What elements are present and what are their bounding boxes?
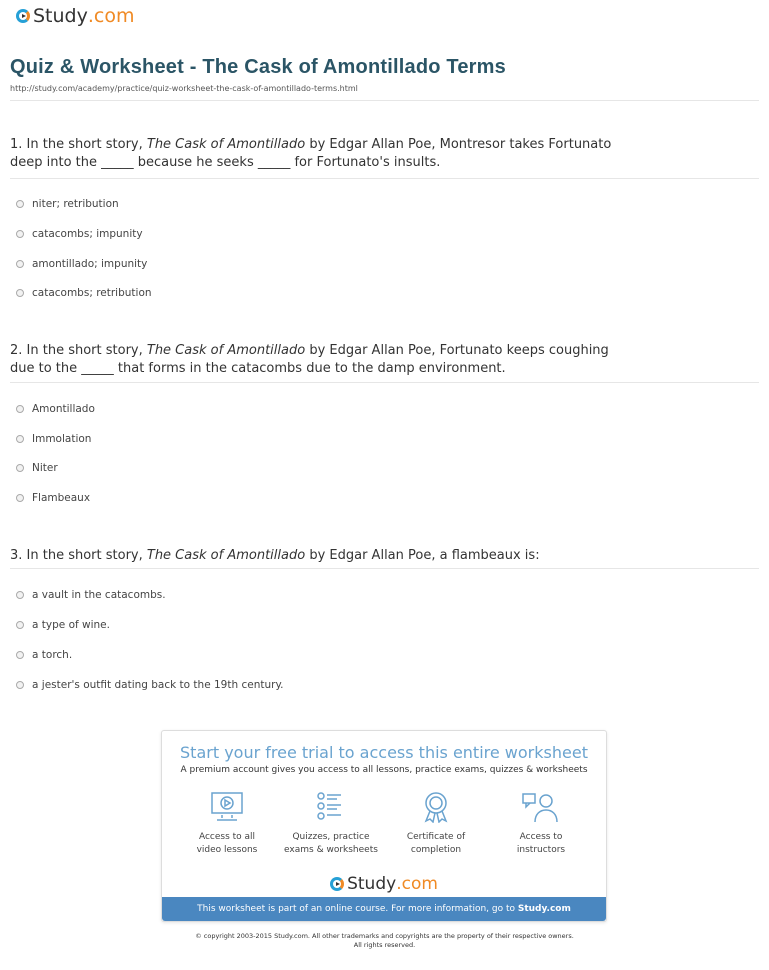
page-url: http://study.com/academy/practice/quiz-worksheet-the-cask-of-amontillado-terms.html — [10, 84, 358, 93]
radio-button[interactable] — [16, 681, 24, 689]
answer-option[interactable] — [16, 403, 95, 415]
question-2: 2. In the short story, The Cask of Amontillado by Edgar Allan Poe, Fortunato keeps coughing due to the _____ that forms in the catacombs due to the damp environment. — [10, 343, 609, 376]
study-logo[interactable] — [16, 5, 134, 27]
answer-label: Immolation — [32, 433, 92, 445]
radio-button[interactable] — [16, 651, 24, 659]
study-link[interactable]: Study.com — [517, 904, 571, 914]
answer-option[interactable] — [16, 258, 147, 270]
promo-subheading: A premium account gives you access to all lessons, practice exams, quizzes & worksheets — [180, 765, 588, 775]
answer-label: a torch. — [32, 649, 73, 661]
answer-option[interactable] — [16, 589, 166, 601]
play-icon — [330, 877, 344, 891]
radio-button[interactable] — [16, 289, 24, 297]
answer-option[interactable] — [16, 198, 119, 210]
question-1: 1. In the short story, The Cask of Amontillado by Edgar Allan Poe, Montresor takes Fortunato deep into the _____ because he seeks _____ for Fortunato's insults. — [10, 137, 612, 170]
copyright: © copyright 2003-2015 Study.com. All other trademarks and copyrights are the property of their respective owners. All rights reserved. — [195, 932, 574, 949]
divider — [10, 568, 759, 569]
answer-label: a type of wine. — [32, 619, 110, 631]
page-title: Quiz & Worksheet - The Cask of Amontillado Terms — [10, 56, 506, 78]
play-icon — [16, 9, 30, 23]
answer-option[interactable] — [16, 462, 58, 474]
feature-certificate: Certificate of completion — [386, 791, 486, 857]
feature-instructors: Access to instructors — [491, 791, 591, 857]
answer-option[interactable] — [16, 433, 91, 445]
divider — [10, 178, 759, 179]
answer-label: Amontillado — [32, 403, 95, 415]
answer-label: niter; retribution — [32, 198, 119, 210]
certificate-icon — [419, 791, 453, 823]
promo-box — [161, 730, 607, 922]
divider — [10, 100, 759, 101]
radio-button[interactable] — [16, 591, 24, 599]
radio-button[interactable] — [16, 494, 24, 502]
promo-heading: Start your free trial to access this entire worksheet — [180, 743, 588, 762]
divider — [10, 382, 759, 383]
promo-bar: This worksheet is part of an online course. For more information, go to Study.com — [162, 897, 606, 921]
answer-option[interactable] — [16, 492, 90, 504]
instructor-icon — [521, 791, 561, 823]
answer-label: a vault in the catacombs. — [32, 589, 166, 601]
radio-button[interactable] — [16, 260, 24, 268]
radio-button[interactable] — [16, 230, 24, 238]
logo-text: Study — [33, 5, 88, 27]
answer-label: catacombs; retribution — [32, 287, 152, 299]
video-lesson-icon — [210, 791, 244, 823]
radio-button[interactable] — [16, 464, 24, 472]
answer-label: amontillado; impunity — [32, 258, 148, 270]
feature-video: Access to all video lessons — [177, 791, 277, 857]
feature-quizzes: Quizzes, practice exams & worksheets — [281, 791, 381, 857]
radio-button[interactable] — [16, 200, 24, 208]
answer-label: a jester's outfit dating back to the 19th century. — [32, 679, 284, 691]
answer-option[interactable] — [16, 649, 72, 661]
question-3: 3. In the short story, The Cask of Amontillado by Edgar Allan Poe, a flambeaux is: — [10, 548, 540, 563]
answer-label: Niter — [32, 462, 58, 474]
answer-option[interactable] — [16, 619, 110, 631]
answer-option[interactable] — [16, 679, 284, 691]
answer-label: catacombs; impunity — [32, 228, 143, 240]
promo-study-logo[interactable]: Study .com — [162, 874, 606, 894]
answer-option[interactable] — [16, 287, 152, 299]
radio-button[interactable] — [16, 621, 24, 629]
radio-button[interactable] — [16, 405, 24, 413]
answer-option[interactable] — [16, 228, 143, 240]
answer-label: Flambeaux — [32, 492, 91, 504]
quiz-list-icon — [314, 791, 348, 823]
logo-tld: .com — [87, 5, 135, 27]
radio-button[interactable] — [16, 435, 24, 443]
